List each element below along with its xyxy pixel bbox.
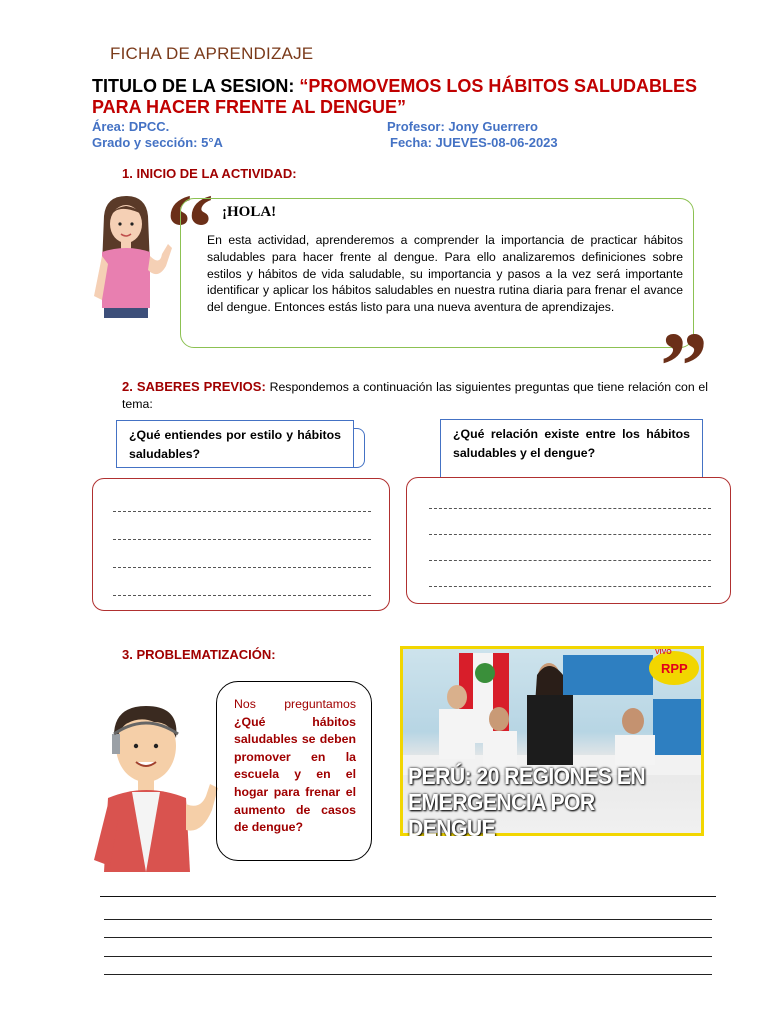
activity-description: En esta actividad, aprenderemos a comprender la importancia de practicar hábitos saludables para hacer frente al dengue. Para ello analizaremos definiciones sobre estilos y hábitos de vida saludable, su importancia y pasos a la vez será importante identificar y aplicar los hábitos saludables en nuestra rutina diaria para frenar el avance del dengue. Entonces estás listo para una nueva aventura de aprendizajes. bbox=[207, 233, 683, 315]
news-scene bbox=[403, 649, 701, 836]
answer-line bbox=[429, 508, 711, 509]
area-field: Área: DPCC. bbox=[92, 119, 170, 134]
writing-line[interactable] bbox=[104, 919, 712, 920]
news-headline bbox=[408, 763, 675, 836]
bubble-lead: Nos preguntamos bbox=[234, 697, 356, 711]
question-2-box bbox=[440, 419, 703, 478]
section-3-heading: 3. PROBLEMATIZACIÓN: bbox=[122, 647, 276, 662]
writing-line[interactable] bbox=[104, 937, 712, 938]
section-1-heading: 1. INICIO DE LA ACTIVIDAD: bbox=[122, 166, 297, 181]
question-1-text: ¿Qué entiendes por estilo y hábitos saludables? bbox=[129, 428, 341, 461]
question-2-text: ¿Qué relación existe entre los hábitos saludables y el dengue? bbox=[453, 427, 690, 460]
answer-line bbox=[113, 567, 371, 568]
greeting-text: ¡HOLA! bbox=[222, 204, 277, 220]
answer-line bbox=[113, 511, 371, 512]
news-live-badge: VIVO bbox=[655, 649, 672, 656]
answer-line bbox=[113, 595, 371, 596]
news-image bbox=[400, 646, 704, 836]
grade-field: Grado y sección: 5°A bbox=[92, 135, 223, 150]
answer-line bbox=[113, 539, 371, 540]
section-2-instruction: Respondemos a continuación las siguientes preguntas que tiene relación con el tema: bbox=[122, 380, 709, 411]
question-1-box bbox=[116, 420, 354, 468]
section-2-intro bbox=[122, 378, 708, 413]
close-quote-icon: ” bbox=[660, 312, 708, 419]
news-headline-line-2: EMERGENCIA POR DENGUE bbox=[408, 789, 595, 836]
girl-illustration bbox=[86, 196, 176, 318]
boy-illustration bbox=[90, 700, 222, 872]
answer-line bbox=[429, 560, 711, 561]
answer-1-box[interactable] bbox=[92, 478, 390, 611]
title-value: “PROMOVEMOS LOS HÁBITOS SALUDABLES PARA HACER FRENTE AL DENGUE” bbox=[92, 76, 698, 117]
answer-line bbox=[429, 534, 711, 535]
section-2-heading: 2. SABERES PREVIOS: bbox=[122, 379, 266, 394]
question-box-tab bbox=[354, 428, 365, 468]
news-headline-line-1: PERÚ: 20 REGIONES EN bbox=[408, 763, 646, 789]
document-heading: FICHA DE APRENDIZAJE bbox=[110, 44, 314, 63]
open-quote-icon: “ bbox=[166, 174, 214, 281]
news-logo-text: RPP bbox=[661, 661, 688, 676]
bubble-text bbox=[234, 696, 356, 837]
title-label: TITULO DE LA SESION: bbox=[92, 76, 295, 96]
teacher-field: Profesor: Jony Guerrero bbox=[387, 119, 538, 134]
answer-2-box[interactable] bbox=[406, 477, 731, 604]
writing-line[interactable] bbox=[104, 974, 712, 975]
writing-line[interactable] bbox=[100, 896, 716, 897]
writing-line[interactable] bbox=[104, 956, 712, 957]
session-title bbox=[92, 76, 732, 118]
bubble-question: ¿Qué hábitos saludables se deben promover en la escuela y en el hogar para frenar el aumento de casos de dengue? bbox=[234, 714, 356, 835]
date-field: Fecha: JUEVES-08-06-2023 bbox=[390, 135, 558, 150]
answer-line bbox=[429, 586, 711, 587]
